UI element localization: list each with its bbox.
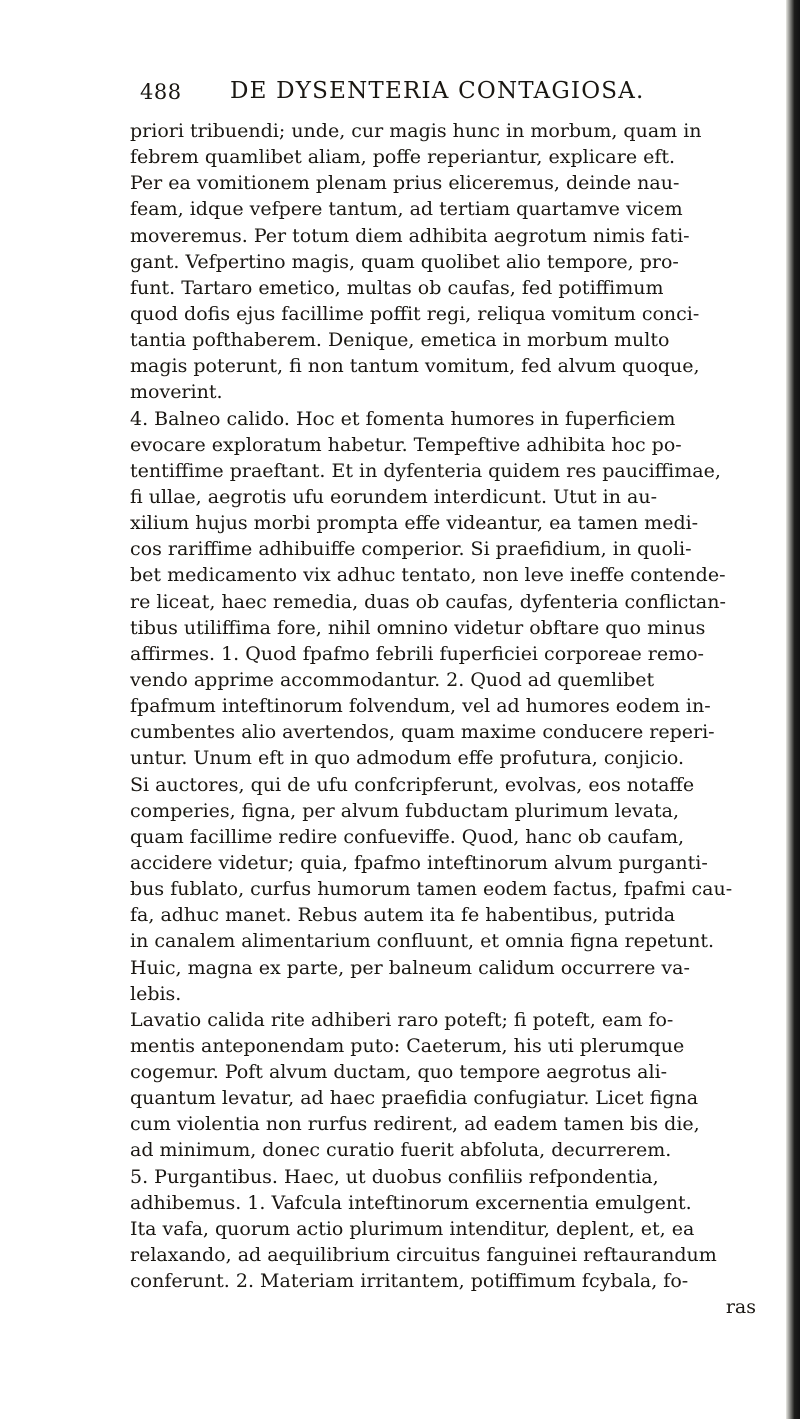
text-line: Per ea vomitionem plenam prius eliceremus, deinde nau- [130,172,680,195]
text-line: febrem quamlibet aliam, poffe reperiantur, explicare eft. [130,146,676,169]
text-line: in canalem alimentarium confluunt, et omnia figna repetunt. [130,930,715,953]
text-line: mentis anteponendam puto: Caeterum, his uti plerumque [130,1034,685,1057]
book-page [130,70,762,1320]
text-line: affirmes. 1. Quod fpafmo febrili fuperficiei corporeae remo- [130,642,704,665]
text-line: magis poterunt, fi non tantum vomitum, fed alvum quoque, [130,355,700,378]
text-line: comperies, figna, per alvum fubductam plurimum levata, [130,799,679,822]
text-line: tentiffime praeftant. Et in dyfenteria quidem res pauciffimae, [130,459,721,482]
text-line: accidere videtur; quia, fpafmo inteftinorum alvum purganti- [130,851,708,874]
page-edge-shadow [786,0,800,1419]
text-line: tibus utiliffima fore, nihil omnino videtur obftare quo minus [130,616,706,639]
text-line: cogemur. Poft alvum ductam, quo tempore aegrotus ali- [130,1061,668,1084]
text-line: cos rariffime adhibuiffe comperior. Si praefidium, in quoli- [130,538,692,561]
text-line: Ita vafa, quorum actio plurimum intenditur, deplent, et, ea [130,1217,695,1240]
text-line: moveremus. Per totum diem adhibita aegrotum nimis fati- [130,224,690,247]
text-line: vendo apprime accommodantur. 2. Quod ad quemlibet [130,668,655,691]
text-line: quantum levatur, ad haec praefidia confugiatur. Licet figna [130,1087,699,1110]
running-title: DE DYSENTERIA CONTAGIOSA. [230,78,645,104]
text-line: ad minimum, donec curatio fuerit abfoluta, decurrerem. [130,1139,672,1162]
text-line: Lavatio calida rite adhiberi raro poteft; fi poteft, eam fo- [130,1008,674,1031]
text-line: re liceat, haec remedia, duas ob caufas, dyfenteria conflictan- [130,590,726,613]
text-line: priori tribuendi; unde, cur magis hunc in morbum, quam in [130,120,702,142]
text-line: funt. Tartaro emetico, multas ob caufas, fed potiffimum [130,276,664,299]
text-line: fpafmum inteftinorum folvendum, vel ad humores eodem in- [130,695,711,718]
text-line: 4. Balneo calido. Hoc et fomenta humores in fuperficiem [130,407,676,430]
text-line: quod dofis ejus facillime poffit regi, reliqua vomitum conci- [130,302,700,325]
text-line: bet medicamento vix adhuc tentato, non leve ineffe contende- [130,564,726,587]
text-line: fi ullae, aegrotis ufu eorundem interdicunt. Utut in au- [130,485,657,508]
body-text [130,118,762,1320]
text-line: bus fublato, curfus humorum tamen eodem factus, fpafmi cau- [130,878,733,901]
text-line: untur. Unum eft in quo admodum effe profutura, conjicio. [130,747,685,770]
text-line: Huic, magna ex parte, per balneum calidum occurrere va- [130,956,690,979]
text-line: quam facillime redire confueviffe. Quod, hanc ob caufam, [130,825,685,848]
text-line: fa, adhuc manet. Rebus autem ita fe habentibus, putrida [130,904,676,927]
catchword: ras [725,1296,756,1319]
text-line: cumbentes alio avertendos, quam maxime conducere reperi- [130,721,715,744]
text-line: tantia pofthaberem. Denique, emetica in morbum multo [130,329,670,352]
text-line: moverint. [130,381,223,404]
text-line: gant. Vefpertino magis, quam quolibet alio tempore, pro- [130,250,679,273]
text-line: lebis. [130,982,182,1005]
text-line: cum violentia non rurfus redirent, ad eadem tamen bis die, [130,1113,700,1136]
text-line: evocare exploratum habetur. Tempeftive adhibita hoc po- [130,433,682,456]
page-number: 488 [140,80,182,104]
page-header [130,70,762,114]
text-line: feam, idque vefpere tantum, ad tertiam quartamve vicem [130,198,683,221]
text-line: adhibemus. 1. Vafcula inteftinorum excernentia emulgent. [130,1191,692,1214]
text-line: Si auctores, qui de ufu confcripferunt, evolvas, eos notaffe [130,773,695,796]
text-line: relaxando, ad aequilibrium circuitus fanguinei reftaurandum [130,1244,717,1267]
text-line: xilium hujus morbi prompta effe videantur, ea tamen medi- [130,512,699,535]
text-line: conferunt. 2. Materiam irritantem, potiffimum fcybala, fo- [130,1270,689,1293]
text-line: 5. Purgantibus. Haec, ut duobus confiliis refpondentia, [130,1165,659,1188]
